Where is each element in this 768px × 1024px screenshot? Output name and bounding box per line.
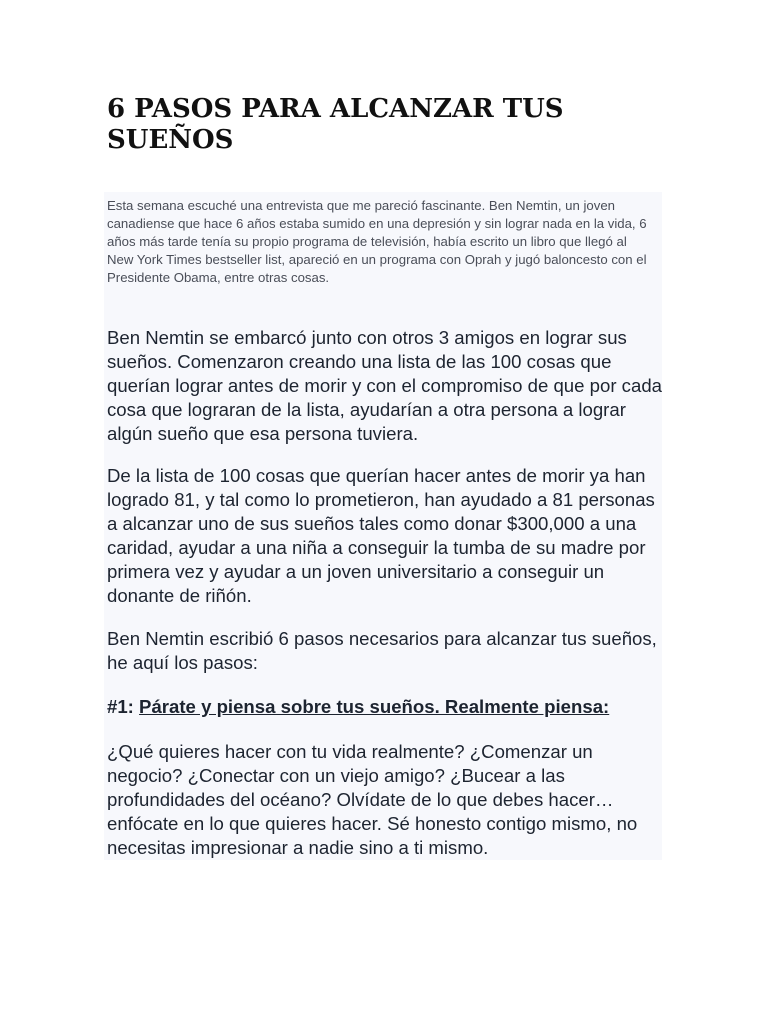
- step-1-number: #1:: [107, 696, 134, 717]
- paragraph-3: Ben Nemtin escribió 6 pasos necesarios para alcanzar tus sueños, he aquí los pasos:: [107, 628, 657, 673]
- intro-paragraph: Esta semana escuché una entrevista que me pareció fascinante. Ben Nemtin, un joven canadiense que hace 6 años estaba sumido en una depresión y sin lograr nada en la vida, 6 años más tarde tenía su propio programa de televisión, había escrito un libro que llegó al New York Times bestseller list, apareció en un programa con Oprah y jugó baloncesto con el Presidente Obama, entre otras cosas.: [107, 198, 647, 285]
- document-title: 6 PASOS PARA ALCANZAR TUS SUEÑOS: [107, 94, 564, 155]
- article-body: [104, 192, 662, 860]
- step-1-heading: [107, 695, 662, 719]
- paragraph-1: Ben Nemtin se embarcó junto con otros 3 amigos en lograr sus sueños. Comenzaron creando una lista de las 100 cosas que querían lograr antes de morir y con el compromiso de que por cada cosa que lograran de la lista, ayudarían a otra persona a lograr algún sueño que esa persona tuviera.: [107, 327, 663, 444]
- step-1-body: ¿Qué quieres hacer con tu vida realmente? ¿Comenzar un negocio? ¿Conectar con un viejo amigo? ¿Bucear a las profundidades del océano? Olvídate de lo que debes hacer… enfócate en lo que quieres hacer. Sé honesto contigo mismo, no necesitas impresionar a nadie sino a ti mismo.: [107, 741, 638, 858]
- paragraph-2: De la lista de 100 cosas que querían hacer antes de morir ya han logrado 81, y tal como lo prometieron, han ayudado a 81 personas a alcanzar uno de sus sueños tales como donar $300,000 a una caridad, ayudar a una niña a conseguir la tumba de su madre por primera vez y ayudar a un joven universitario a conseguir un donante de riñón.: [107, 465, 655, 606]
- step-1-title: Párate y piensa sobre tus sueños. Realmente piensa:: [139, 696, 610, 717]
